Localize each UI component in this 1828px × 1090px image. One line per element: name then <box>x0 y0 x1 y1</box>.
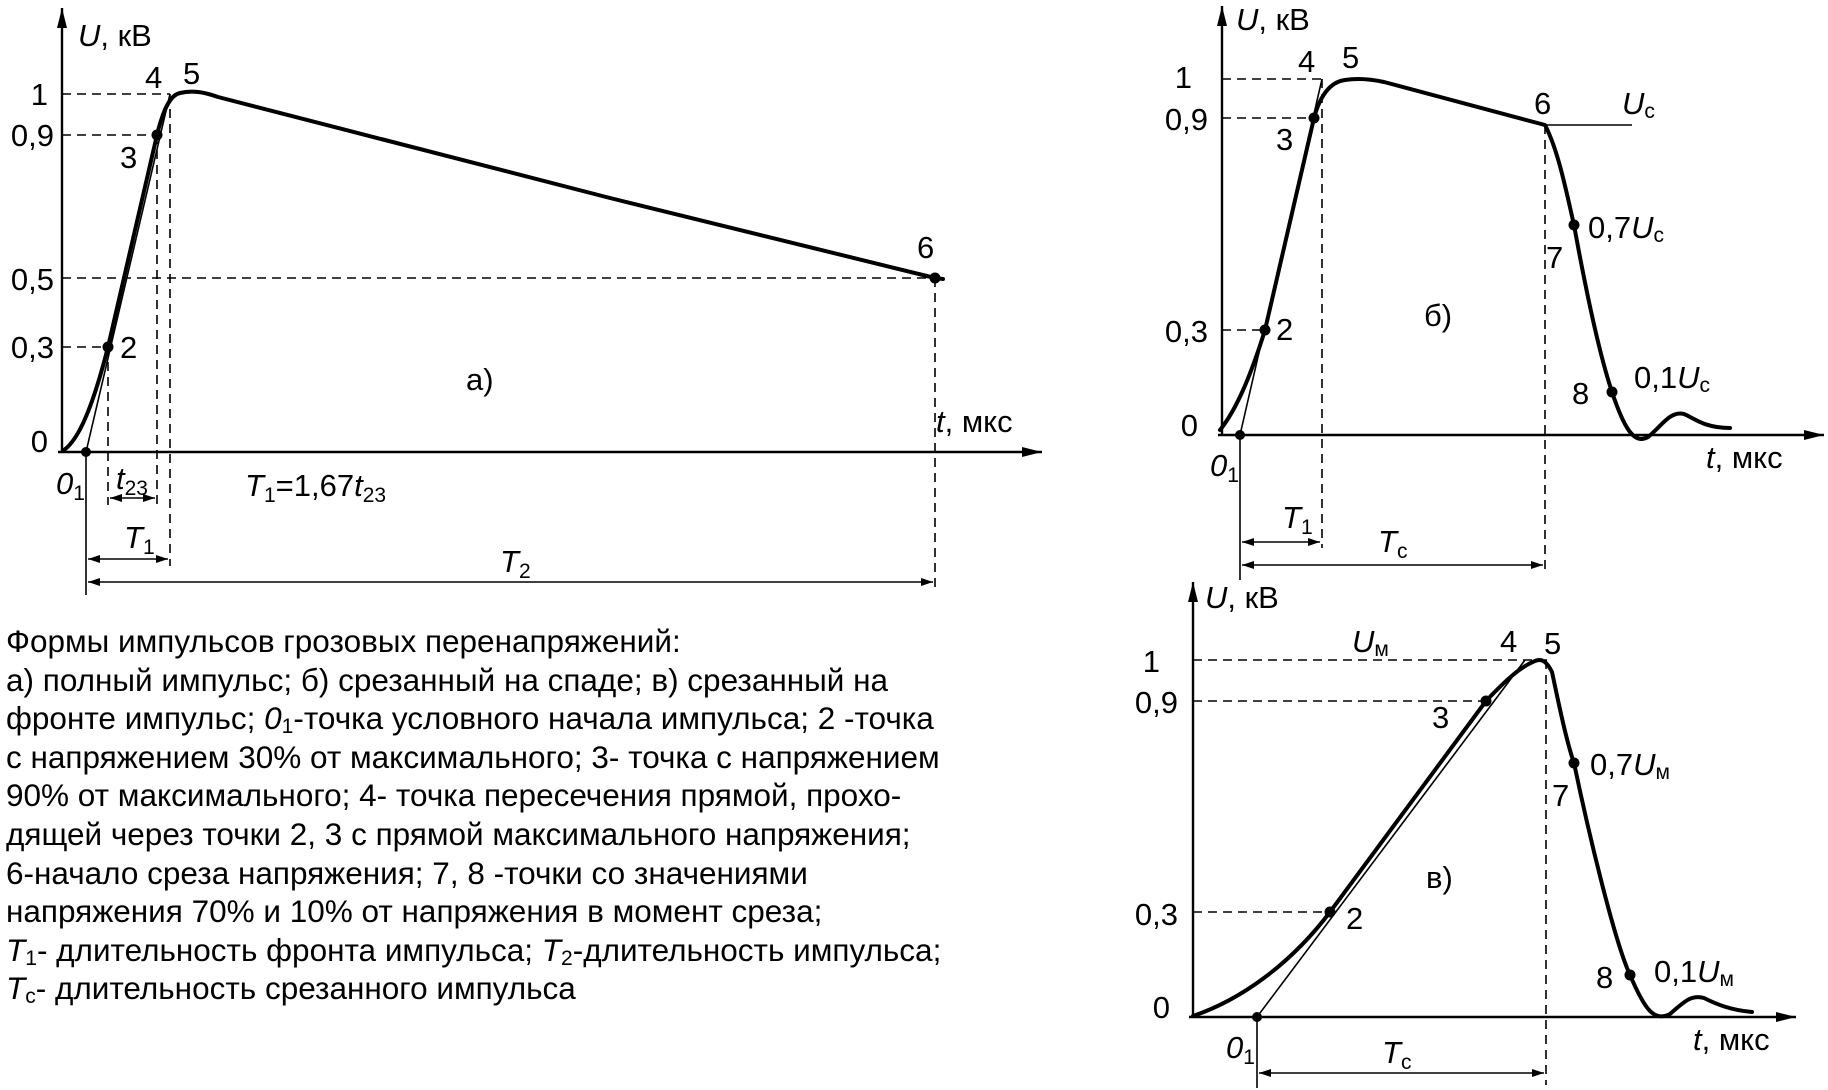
v-tick-0: 0 <box>1152 990 1170 1025</box>
a-point-6 <box>930 273 941 284</box>
a-label-2: 2 <box>120 330 138 365</box>
diagram-a <box>11 8 1042 595</box>
b-tick-0: 0 <box>1180 408 1198 443</box>
v-label-7: 7 <box>1552 778 1570 813</box>
caption-line: а) полный импульс; б) срезанный на спаде; в) срезанный на <box>6 661 889 698</box>
a-x-axis-label: t, мкс <box>936 404 1013 439</box>
v-point-3 <box>1481 696 1492 707</box>
v-label-4: 4 <box>1500 624 1518 659</box>
caption-line: фронте импульс; $0_1$-точка условного начала импульса; 2 -точка <box>6 700 934 739</box>
a-label-6: 6 <box>917 230 935 265</box>
v-point-origin <box>1252 1012 1262 1022</box>
a-tick-03: 0,3 <box>10 330 54 365</box>
v-Tc-label: Tс <box>1382 1035 1412 1074</box>
a-point-2 <box>103 342 114 353</box>
b-T1-label: T1 <box>1282 500 1313 539</box>
b-point-7 <box>1569 220 1580 231</box>
b-label-6: 6 <box>1534 86 1552 121</box>
v-point-8 <box>1625 970 1636 981</box>
a-formula: T1=1,67t23 <box>245 468 387 507</box>
caption-line: напряжения 70% и 10% от напряжения в момент среза; <box>6 893 823 930</box>
a-tick-1: 1 <box>30 77 48 112</box>
v-x-axis-label: t, мкс <box>1693 1022 1770 1057</box>
caption-line: Формы импульсов грозовых перенапряжений: <box>6 623 681 659</box>
caption-line: 6-начало среза напряжения; 7, 8 -точки со значениями <box>6 854 808 891</box>
v-tick-03: 0,3 <box>1134 897 1178 932</box>
b-panel-label: б) <box>1424 298 1453 333</box>
v-tick-1: 1 <box>1142 644 1160 679</box>
v-label-2: 2 <box>1346 901 1364 936</box>
b-tick-03: 0,3 <box>1164 314 1208 349</box>
a-origin-label: 01 <box>56 466 85 505</box>
b-01uc-label: 0,1Uс <box>1634 360 1710 397</box>
a-label-3: 3 <box>120 140 138 175</box>
v-label-8: 8 <box>1596 960 1614 995</box>
a-t23-label: t23 <box>116 461 148 500</box>
b-tick-1: 1 <box>1174 60 1192 95</box>
b-point-8 <box>1607 387 1618 398</box>
caption-line: 90% от максимального; 4- точка пересечения прямой, прохо- <box>6 777 902 814</box>
a-T1-label: T1 <box>124 520 155 559</box>
a-y-axis-label: U, кВ <box>78 18 152 53</box>
b-label-5: 5 <box>1342 40 1360 75</box>
v-point-2 <box>1325 907 1336 918</box>
a-panel-label: а) <box>466 362 494 397</box>
diagram-v <box>1135 580 1796 1088</box>
b-x-axis-label: t, мкс <box>1706 440 1783 475</box>
caption-line: дящей через точки 2, 3 с прямой максимального напряжения; <box>6 815 911 852</box>
b-point-origin <box>1235 430 1245 440</box>
b-label-8: 8 <box>1572 376 1590 411</box>
v-origin-label: 01 <box>1226 1030 1255 1069</box>
v-label-3: 3 <box>1432 700 1450 735</box>
v-panel-label: в) <box>1426 860 1453 895</box>
figure-caption <box>6 622 1126 1008</box>
b-Tc-label: Tс <box>1378 524 1408 563</box>
b-label-7: 7 <box>1546 240 1564 275</box>
a-tick-09: 0,9 <box>10 118 54 153</box>
v-y-axis-label: U, кВ <box>1205 580 1279 615</box>
v-label-5: 5 <box>1544 626 1562 661</box>
caption-line: $T_с-$ длительность срезанного импульса <box>6 970 576 1009</box>
a-tick-0: 0 <box>30 424 48 459</box>
a-tick-05: 0,5 <box>10 262 54 297</box>
b-origin-label: 01 <box>1210 448 1239 487</box>
a-point-3 <box>152 130 163 141</box>
b-07uc-label: 0,7Uс <box>1588 210 1664 247</box>
diagram-b <box>1165 2 1824 580</box>
a-impulse-curve <box>64 92 943 450</box>
b-label-2: 2 <box>1276 312 1294 347</box>
v-front-line <box>1257 660 1525 1017</box>
v-tick-09: 0,9 <box>1134 685 1178 720</box>
b-point-3 <box>1309 113 1320 124</box>
b-uc-label: Uс <box>1622 86 1655 123</box>
v-point-7 <box>1569 758 1580 769</box>
b-label-4: 4 <box>1298 44 1316 79</box>
a-label-4: 4 <box>145 60 163 95</box>
b-point-2 <box>1260 325 1271 336</box>
a-T2-label: T2 <box>500 544 531 583</box>
b-y-axis-label: U, кВ <box>1236 2 1310 37</box>
caption-line: $T_1-$ длительность фронта импульса; $T_2$-длительность импульса; <box>6 931 942 970</box>
v-um-label: Uм <box>1352 624 1389 661</box>
v-01um-label: 0,1Uм <box>1654 954 1734 991</box>
caption-line: с напряжением 30% от максимального; 3- точка с напряжением <box>6 738 940 775</box>
b-label-3: 3 <box>1276 122 1294 157</box>
a-point-origin <box>81 447 91 457</box>
b-tick-09: 0,9 <box>1164 102 1208 137</box>
a-label-5: 5 <box>183 56 201 91</box>
v-07um-label: 0,7Uм <box>1590 747 1670 784</box>
